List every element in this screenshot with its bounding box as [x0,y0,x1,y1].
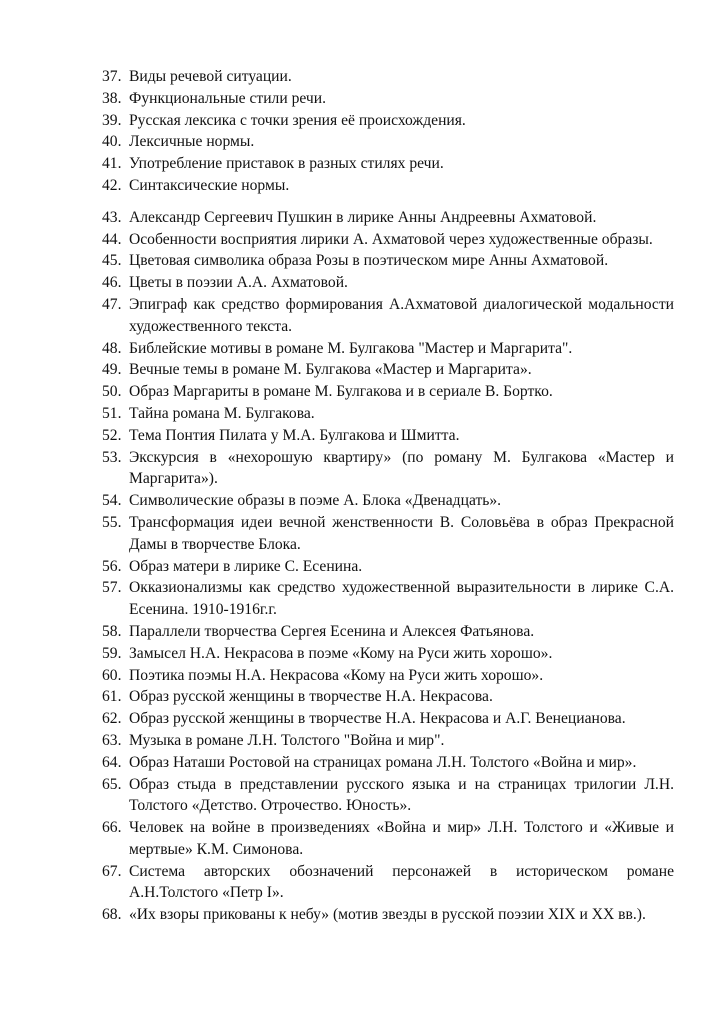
item-text: Эпиграф как средство формирования А.Ахматовой диалогической модальности художественного текста. [129,295,674,335]
list-item [102,131,674,153]
item-text: Функциональные стили речи. [129,89,326,107]
item-text: Лексичные нормы. [129,133,255,151]
item-text: Человек на войне в произведениях «Война и мир» Л.Н. Толстого и «Живые и мертвые» К.М. Симонова. [129,819,674,858]
list-item [102,621,674,643]
item-text: Цветы в поэзии А.А. Ахматовой. [129,274,348,292]
item-number: 61. [102,688,122,706]
item-number: 62. [102,710,122,728]
item-text: Образ русской женщины в творчестве Н.А. Некрасова. [129,688,493,706]
list-item [102,110,674,132]
list-item [102,774,674,818]
list-item [102,88,674,110]
item-text: Параллели творчества Сергея Есенина и Алексея Фатьянова. [129,622,535,640]
item-number: 50. [102,383,122,401]
item-text: Экскурсия в «нехорошую квартиру» (по роману М. Булгакова «Мастер и Маргарита»). [129,448,674,488]
item-number: 44. [102,230,122,248]
list-item [102,556,674,578]
item-text: Система авторских обозначений персонажей в историческом романе А.Н.Толстого «Петр I». [129,862,674,902]
item-text: Виды речевой ситуации. [129,68,292,85]
item-number: 60. [102,666,122,684]
item-number: 47. [102,295,122,313]
item-text: Поэтика поэмы Н.А. Некрасова «Кому на Руси жить хорошо». [129,666,544,684]
list-item [102,175,674,197]
item-number: 64. [102,753,122,771]
item-number: 45. [102,252,122,270]
item-text: Образ стыда в представлении русского языка и на страницах трилогии Л.Н. Толстого «Детство. Отрочество. Юность». [129,775,674,815]
list-item [102,708,674,730]
list-item [102,904,674,926]
item-number: 38. [102,89,122,107]
item-text: Библейские мотивы в романе М. Булгакова "Мастер и Маргарита". [129,339,573,357]
list-item [102,752,674,774]
item-text: Окказионализмы как средство художественной выразительности в лирике С.А. Есенина. 1910-1916г.г. [129,579,674,619]
item-number: 59. [102,644,122,662]
item-number: 52. [102,426,122,444]
item-number: 67. [102,862,122,880]
item-number: 51. [102,404,122,422]
list-item [102,66,674,88]
item-number: 49. [102,361,122,379]
item-number: 39. [102,111,122,129]
item-text: Трансформация идеи вечной женственности В. Соловьёва в образ Прекрасной Дамы в творчестве Блока. [129,513,674,553]
list-item [102,817,674,861]
list-item [102,686,674,708]
item-number: 53. [102,448,122,466]
list-item [102,272,674,294]
item-number: 41. [102,155,122,173]
list-item [102,730,674,752]
item-text: Образ матери в лирике С. Есенина. [129,557,363,575]
item-number: 46. [102,274,122,292]
item-number: 37. [102,68,122,85]
list-item [102,577,674,621]
item-number: 68. [102,906,122,924]
item-text: Александр Сергеевич Пушкин в лирике Анны Андреевны Ахматовой. [129,208,597,226]
item-text: Употребление приставок в разных стилях речи. [129,155,444,173]
list-item [102,250,674,272]
item-text: Вечные темы в романе М. Булгакова «Мастер и Маргарита». [129,361,532,379]
list-item [102,403,674,425]
list-item [102,381,674,403]
item-number: 66. [102,819,122,837]
item-text: Цветовая символика образа Розы в поэтическом мире Анны Ахматовой. [129,252,609,270]
list-item [102,359,674,381]
item-text: Образ Маргариты в романе М. Булгакова и в сериале В. Бортко. [129,383,553,401]
item-number: 40. [102,133,122,151]
list-item [102,512,674,556]
item-number: 43. [102,208,122,226]
item-text: Образ русской женщины в творчестве Н.А. Некрасова и А.Г. Венецианова. [129,710,626,728]
item-number: 48. [102,339,122,357]
list-item [102,207,674,229]
item-number: 63. [102,731,122,749]
list-item [102,643,674,665]
item-number: 58. [102,622,122,640]
item-number: 57. [102,579,122,597]
item-text: Замысел Н.А. Некрасова в поэме «Кому на Руси жить хорошо». [129,644,553,662]
list-item [102,153,674,175]
item-number: 65. [102,775,122,793]
item-text: Русская лексика с точки зрения её происхождения. [129,111,466,129]
list-item [102,425,674,447]
item-text: «Их взоры прикованы к небу» (мотив звезды в русской поэзии XIX и XX вв.). [129,906,646,924]
list-item [102,338,674,360]
list-item [102,490,674,512]
list-item [102,447,674,491]
item-number: 42. [102,176,122,194]
list-item [102,665,674,687]
item-number: 55. [102,513,122,531]
list-item [102,861,674,905]
item-text: Особенности восприятия лирики А. Ахматовой через художественные образы. [129,230,653,248]
item-number: 56. [102,557,122,575]
item-text: Тайна романа М. Булгакова. [129,404,315,422]
item-text: Синтаксические нормы. [129,176,290,194]
topic-list [102,66,674,926]
list-item [102,229,674,251]
list-item [102,294,674,338]
item-number: 54. [102,492,122,510]
item-text: Символические образы в поэме А. Блока «Двенадцать». [129,492,502,510]
item-text: Музыка в романе Л.Н. Толстого "Война и мир". [129,731,445,749]
item-text: Образ Наташи Ростовой на страницах романа Л.Н. Толстого «Война и мир». [129,753,637,771]
item-text: Тема Понтия Пилата у М.А. Булгакова и Шмитта. [129,426,460,444]
